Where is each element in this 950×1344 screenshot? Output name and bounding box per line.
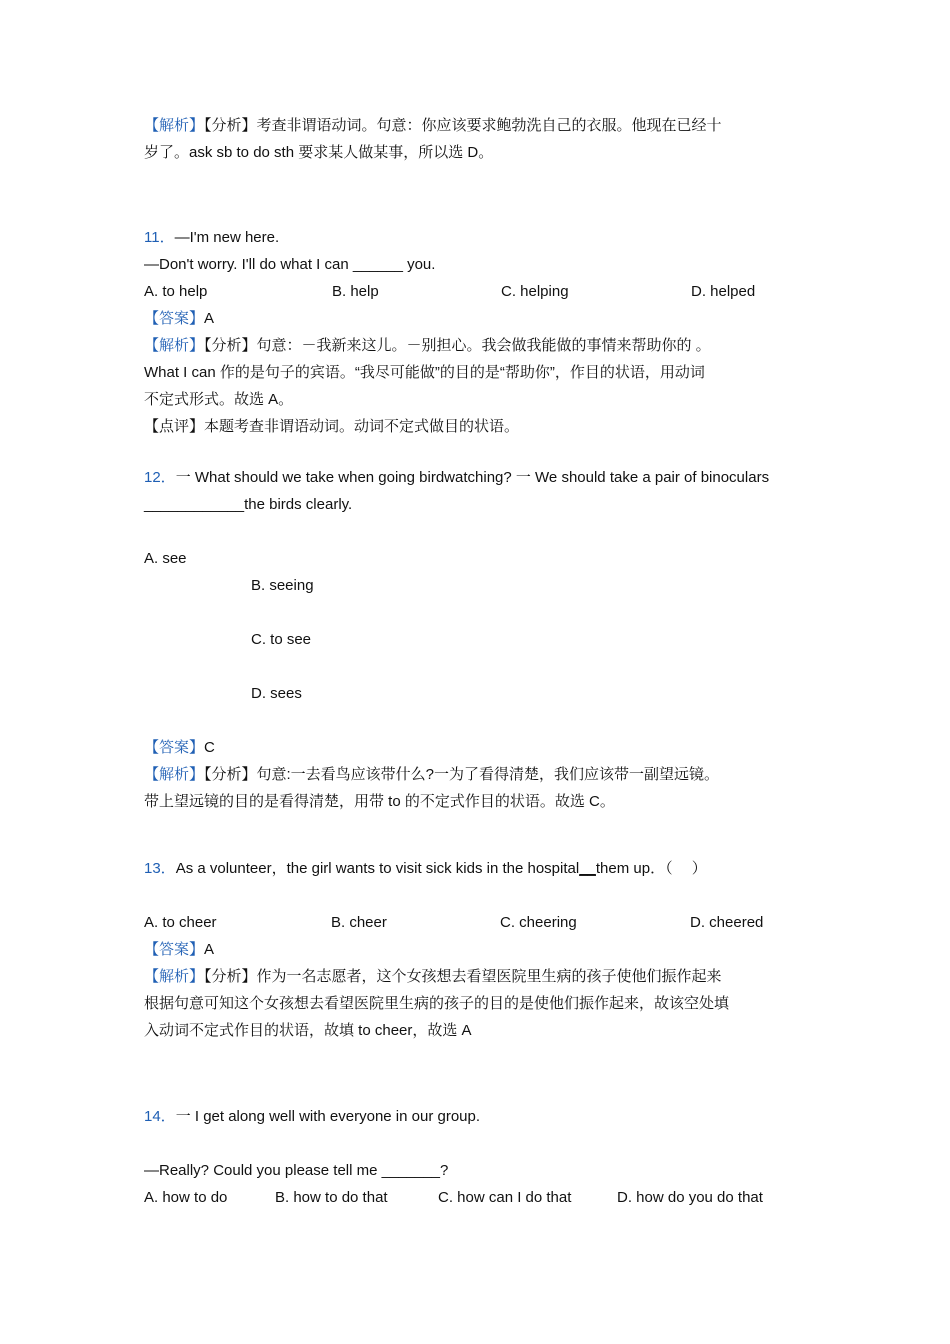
question-stem: —I'm new here. — [174, 229, 280, 246]
analysis-text: 不定式形式。故选 A。 — [144, 391, 294, 408]
option-a: A. to cheer — [144, 914, 217, 931]
answer-value: C — [204, 739, 215, 756]
option-b: B. how to do that — [275, 1189, 388, 1206]
question-stem: —Don't worry. I'll do what I can ______ you. — [144, 256, 436, 273]
analysis-text: 根据句意可知这个女孩想去看望医院里生病的孩子的目的是使他们振作起来，故该空处填 — [144, 995, 730, 1012]
question-stem: 一 What should we take when going birdwatching? 一 We should take a pair of binoculars — [175, 469, 770, 486]
option-d: D. helped — [691, 283, 756, 300]
option-a: A. to help — [144, 283, 208, 300]
answer-tag: 【答案】 — [144, 941, 205, 958]
question-13 — [144, 855, 814, 1044]
jiexi-tag: 【解析】 — [144, 968, 205, 985]
comment-text: 【点评】本题考查非谓语动词。动词不定式做目的状语。 — [144, 418, 520, 435]
analysis-text: 【分析】考查非谓语动词。句意：你应该要求鲍勃洗自己的衣服。他现在已经十 — [204, 117, 722, 134]
option-a: A. see — [144, 550, 187, 567]
jiexi-tag: 【解析】 — [144, 117, 205, 134]
option-c: C. to see — [251, 631, 312, 648]
option-c: C. cheering — [500, 914, 577, 931]
option-b: B. cheer — [331, 914, 387, 931]
question-stem-end: them up．（ ） — [595, 860, 707, 877]
question-12 — [144, 464, 814, 815]
option-b: B. seeing — [251, 577, 314, 594]
jiexi-tag: 【解析】 — [144, 337, 205, 354]
question-11 — [144, 224, 814, 440]
options-row — [144, 909, 814, 936]
analysis-text: 岁了。ask sb to do sth 要求某人做某事，所以选 D。 — [144, 144, 494, 161]
answer-value: A — [204, 310, 215, 327]
question-number: 13． — [144, 860, 176, 877]
analysis-text: 【分析】句意:一去看鸟应该带什么?一为了看得清楚，我们应该带一副望远镜。 — [204, 766, 720, 783]
question-14 — [144, 1103, 814, 1211]
answer-tag: 【答案】 — [144, 310, 205, 327]
analysis-text: What I can 作的是句子的宾语。“我尽可能做”的目的是“帮助你”，作目的状语，用动词 — [144, 364, 705, 381]
question-number: 11． — [144, 229, 175, 246]
answer-value: A — [204, 941, 215, 958]
option-d: D. cheered — [690, 914, 764, 931]
options-row — [144, 278, 814, 305]
q10-analysis — [144, 112, 814, 166]
question-stem: ____________the birds clearly. — [144, 496, 353, 513]
question-number: 12． — [144, 469, 176, 486]
option-a: A. how to do — [144, 1189, 228, 1206]
question-stem: As a volunteer，the girl wants to visit sick kids in the hospital — [175, 860, 580, 877]
question-stem: —Really? Could you please tell me _______? — [144, 1162, 449, 1179]
analysis-text: 【分析】句意：－我新来这儿。－别担心。我会做我能做的事情来帮助你的 。 — [204, 337, 711, 354]
answer-blank: __ — [579, 860, 596, 877]
analysis-text: 入动词不定式作目的状语，故填 to cheer，故选 A — [144, 1022, 472, 1039]
answer-tag: 【答案】 — [144, 739, 205, 756]
question-number: 14． — [144, 1108, 176, 1125]
analysis-text: 带上望远镜的目的是看得清楚，用带 to 的不定式作目的状语。故选 C。 — [144, 793, 615, 810]
question-stem: 一 I get along well with everyone in our group. — [175, 1108, 481, 1125]
option-c: C. helping — [501, 283, 569, 300]
jiexi-tag: 【解析】 — [144, 766, 205, 783]
option-c: C. how can I do that — [438, 1189, 572, 1206]
option-b: B. help — [332, 283, 379, 300]
analysis-text: 【分析】作为一名志愿者，这个女孩想去看望医院里生病的孩子使他们振作起来 — [204, 968, 722, 985]
option-d: D. how do you do that — [617, 1189, 763, 1206]
option-d: D. sees — [251, 685, 302, 702]
options-row — [144, 1184, 814, 1211]
